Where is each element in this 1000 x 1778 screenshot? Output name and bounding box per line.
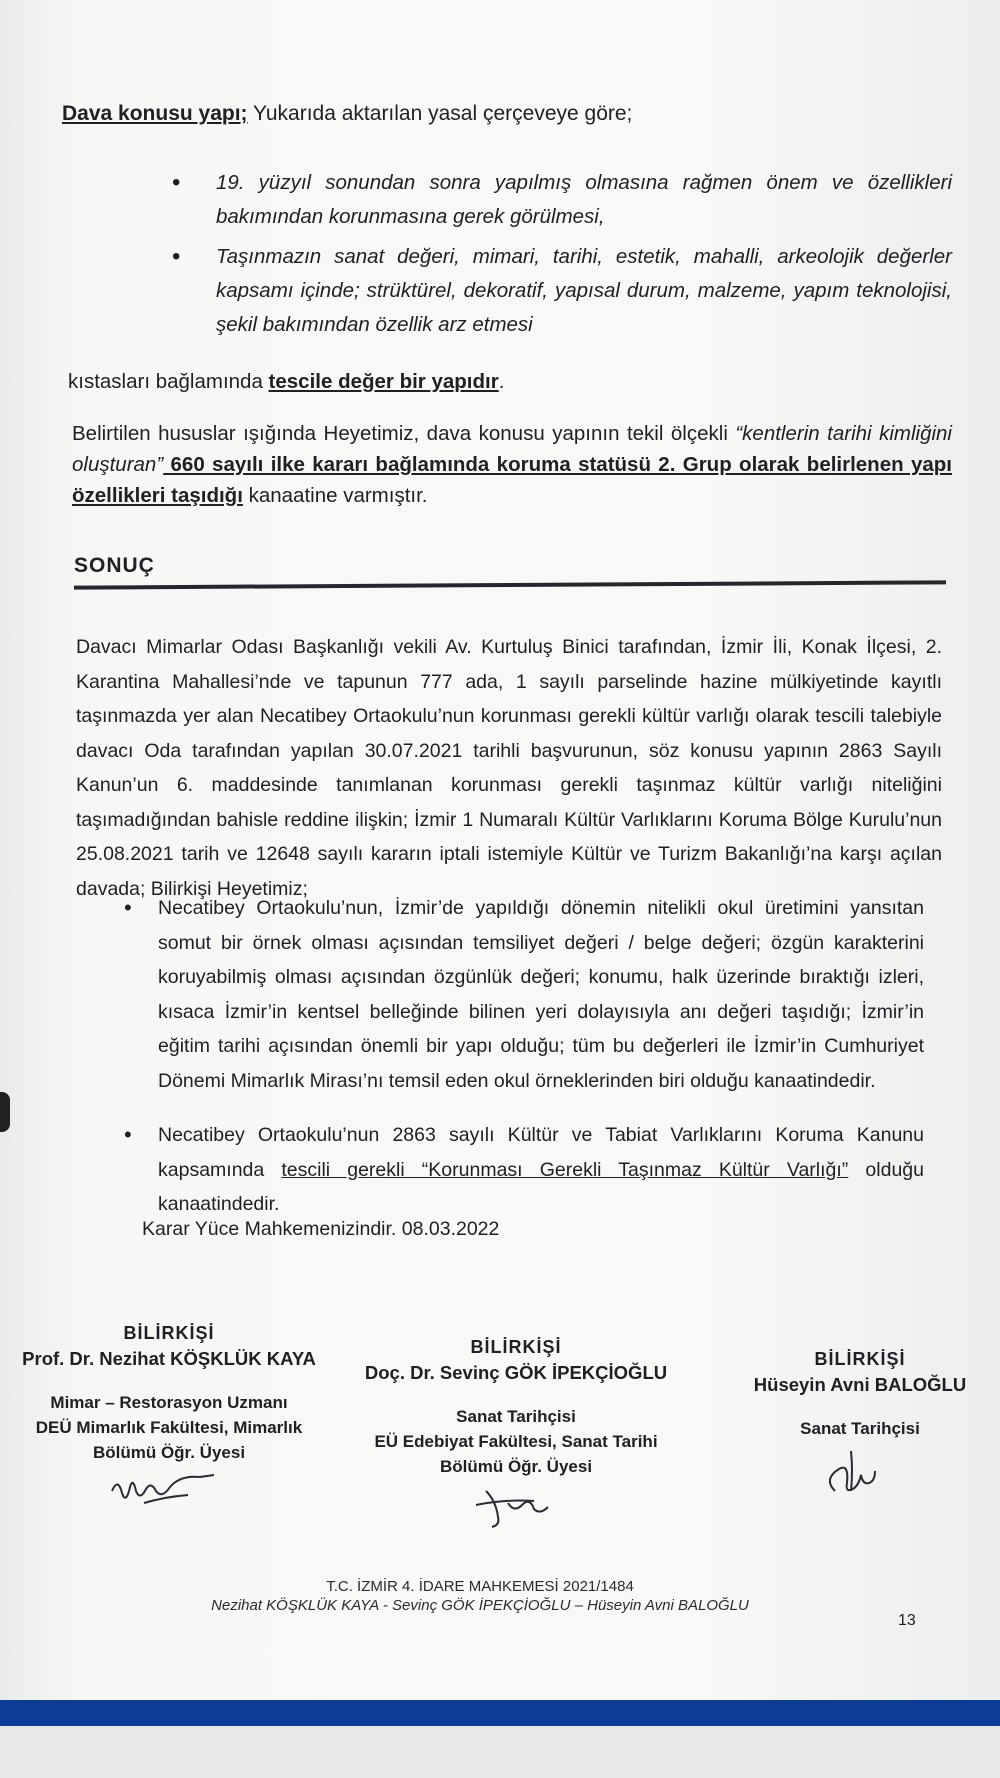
signatory-role: Sanat Tarihçisi [800,1419,920,1438]
lead-subject: Dava konusu yapı; [62,102,248,125]
finding-underlined: tescili gerekli “Korunması Gerekli Taşınmaz Kültür Varlığı” [281,1158,849,1181]
closing-line: Karar Yüce Mahkemenizindir. 08.03.2022 [142,1218,500,1240]
committee-opinion-paragraph: Belirtilen hususlar ışığında Heyetimiz, dava konusu yapının tekil ölçekli “kentlerin tarihi kimliğini oluşturan” 660 sayılı ilke kararı bağlamında koruma statüsü 2. Grup olarak belirlenen yapı özellikleri taşıdığı kanaatine varmıştır. [72,422,952,507]
section-title: SONUÇ [74,554,155,577]
binder-clip-shadow [0,1092,10,1132]
criteria-item: • 19. yüzyıl sonundan sonra yapılmış olmasına rağmen önem ve özellikleri bakımından korunmasına gerek görülmesi, [172,166,952,234]
page-footer [200,1578,760,1614]
criteria-conclusion: kıstasları bağlamında tescile değer bir yapıdır. [68,370,505,393]
lower-surface [0,1726,1000,1778]
signatory-1 [14,1320,324,1511]
conclusion-paragraph: Davacı Mimarlar Odası Başkanlığı vekili Av. Kurtuluş Binici tarafından, İzmir İli, Konak İlçesi, 2. Karantina Mahallesi’nde ve tapunun 777 ada, 1 sayılı parselinde hazine mülkiyetinde kayıtlı taşınmazda yer alan Necatibey Ortaokulu’nun korunması gerekli kültür varlığı olarak tescili talebiyle davacı Oda tarafından yapılan 30.07.2021 tarihli başvurunun, söz konusu yapının 2863 Sayılı Kanun’un 6. maddesinde tanımlanan korunması gerekli taşınmaz kültür varlığı niteliğini taşımadığından bahisle reddine ilişkin; İzmir 1 Numaralı Kültür Varlıklarını Koruma Bölge Kurulu’nun 25.08.2021 tarih ve 12648 sayılı kararın iptali istemiyle Kültür ve Turizm Bakanlığı’na karşı açılan davada; Bilirkişi Heyetimiz; [76,636,942,900]
finding-item: • Necatibey Ortaokulu’nun, İzmir’de yapıldığı dönemin nitelikli okul üretimini yansıtan somut bir örnek olması açısından temsiliyet değeri / belge değeri; özgün karakterini koruyabilmiş olması açısından özgünlük değeri; konumu, halk üzerinde bıraktığı izleri, kısaca İzmir’in kentsel belleğinde bilinen yeri dolayısıyla anı değeri taşıdığı; İzmir’in eğitim tarihi açısından önemli bir yapı olduğu; tüm bu değerleri ile İzmir’in Cumhuriyet Dönemi Mimarlık Mirası’nı temsil eden okul örneklerinden biri olduğu kanaatindedir. [124,891,924,1098]
signatory-name: Prof. Dr. Nezihat KÖŞKLÜK KAYA [22,1348,316,1369]
signature-scribble [104,1471,234,1511]
signatory-heading: BİLİRKİŞİ [470,1337,562,1357]
criteria-item: • Taşınmazın sanat değeri, mimari, tarihi, estetik, mahalli, arkeolojik değerler kapsamı içinde; strüktürel, dekoratif, yapısal durum, malzeme, yapım teknolojisi, şekil bakımından özellik arz etmesi [172,240,952,342]
footer-court: T.C. İZMİR 4. İDARE MAHKEMESİ 2021/1484 [326,1578,634,1595]
signatory-2 [356,1334,676,1529]
signature-scribble [815,1447,905,1499]
findings-list [124,891,924,1242]
section-rule [74,580,946,589]
quoted-phrase: “kentlerin tarihi kimliğini oluşturan” [72,422,952,476]
signature-scribble [456,1485,576,1529]
signatory-role: Sanat Tarihçisi EÜ Edebiyat Fakültesi, Sanat Tarihi Bölümü Öğr. Üyesi [374,1407,658,1476]
signatory-heading: BİLİRKİŞİ [123,1323,215,1343]
footer-names: Nezihat KÖŞKLÜK KAYA - Sevinç GÖK İPEKÇİOĞLU – Hüseyin Avni BALOĞLU [211,1597,749,1614]
signatory-3 [740,1346,980,1499]
finding-item: • Necatibey Ortaokulu’nun 2863 sayılı Kültür ve Tabiat Varlıklarını Koruma Kanunu kapsamında tescili gerekli “Korunması Gerekli Taşınmaz Kültür Varlığı” olduğu kanaatindedir. [124,1118,924,1222]
signatory-role: Mimar – Restorasyon Uzmanı DEÜ Mimarlık Fakültesi, Mimarlık Bölümü Öğr. Üyesi [35,1393,303,1462]
signatory-name: Doç. Dr. Sevinç GÖK İPEKÇİOĞLU [364,1362,668,1383]
lead-rest: Yukarıda aktarılan yasal çerçeveye göre; [247,102,633,125]
page-number: 13 [898,1612,916,1629]
signatory-heading: BİLİRKİŞİ [814,1349,906,1369]
blue-surface-band [0,1700,1000,1726]
highlight-660: 660 sayılı ilke kararı bağlamında koruma statüsü 2. Grup olarak belirlenen yapı özellikleri taşıdığı [72,453,952,507]
lead-sentence [62,102,632,126]
signatory-name: Hüseyin Avni BALOĞLU [753,1374,967,1395]
registration-worthy: tescile değer bir yapıdır [268,370,499,393]
criteria-list [172,166,952,348]
